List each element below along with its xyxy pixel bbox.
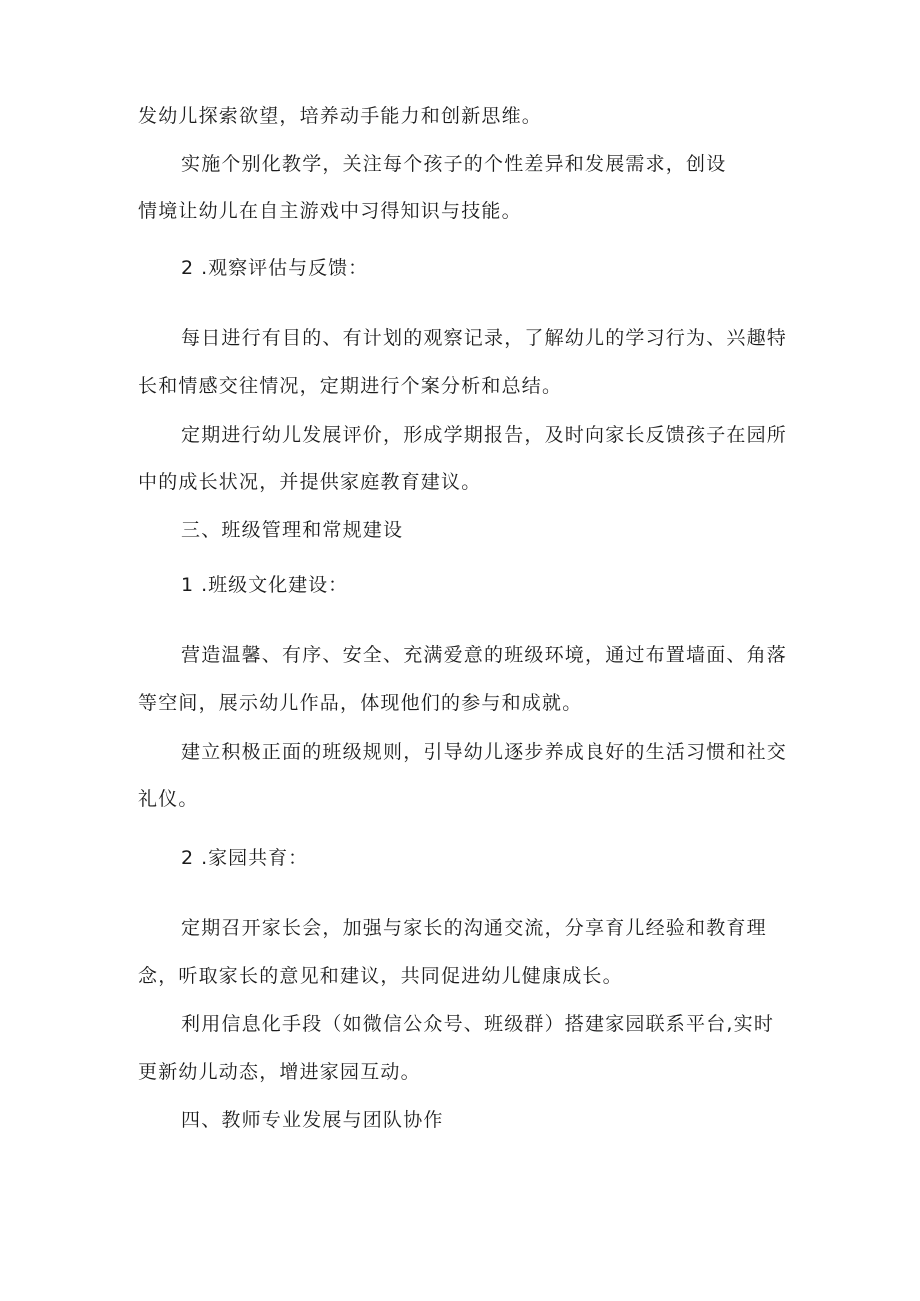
paragraph-line: 实施个别化教学，关注每个孩子的个性差异和发展需求，创设 bbox=[181, 153, 727, 175]
paragraph-line: 每日进行有目的、有计划的观察记录，了解幼儿的学习行为、兴趣特 bbox=[181, 327, 788, 349]
paragraph-line: 利用信息化手段（如微信公众号、班级群）搭建家园联系平台,实时 bbox=[181, 1013, 775, 1035]
chapter-heading: 四、教师专业发展与团队协作 bbox=[181, 1109, 444, 1131]
paragraph-line: 更新幼儿动态，增进家园互动。 bbox=[138, 1061, 421, 1083]
paragraph-line: 等空间，展示幼儿作品，体现他们的参与和成就。 bbox=[138, 692, 583, 714]
chapter-heading: 三、班级管理和常规建设 bbox=[181, 519, 404, 541]
paragraph-line: 情境让幼儿在自主游戏中习得知识与技能。 bbox=[138, 200, 522, 222]
paragraph-line: 发幼儿探索欲望，培养动手能力和创新思维。 bbox=[138, 105, 543, 127]
paragraph-line: 礼仪。 bbox=[138, 788, 199, 810]
paragraph-line: 定期召开家长会，加强与家长的沟通交流，分享育儿经验和教育理 bbox=[181, 917, 767, 939]
paragraph-line: 长和情感交往情况，定期进行个案分析和总结。 bbox=[138, 375, 563, 397]
paragraph-line: 念，听取家长的意见和建议，共同促进幼儿健康成长。 bbox=[138, 965, 623, 987]
section-heading: 1 .班级文化建设： bbox=[181, 574, 349, 596]
section-heading: 2 .观察评估与反馈： bbox=[181, 257, 369, 279]
section-heading: 2 .家园共育： bbox=[181, 847, 309, 869]
paragraph-line: 建立积极正面的班级规则，引导幼儿逐步养成良好的生活习惯和社交 bbox=[181, 741, 788, 763]
paragraph-line: 营造温馨、有序、安全、充满爱意的班级环境，通过布置墙面、角落 bbox=[181, 644, 788, 666]
paragraph-line: 中的成长状况，并提供家庭教育建议。 bbox=[138, 471, 482, 493]
paragraph-line: 定期进行幼儿发展评价，形成学期报告，及时向家长反馈孩子在园所 bbox=[181, 424, 788, 446]
